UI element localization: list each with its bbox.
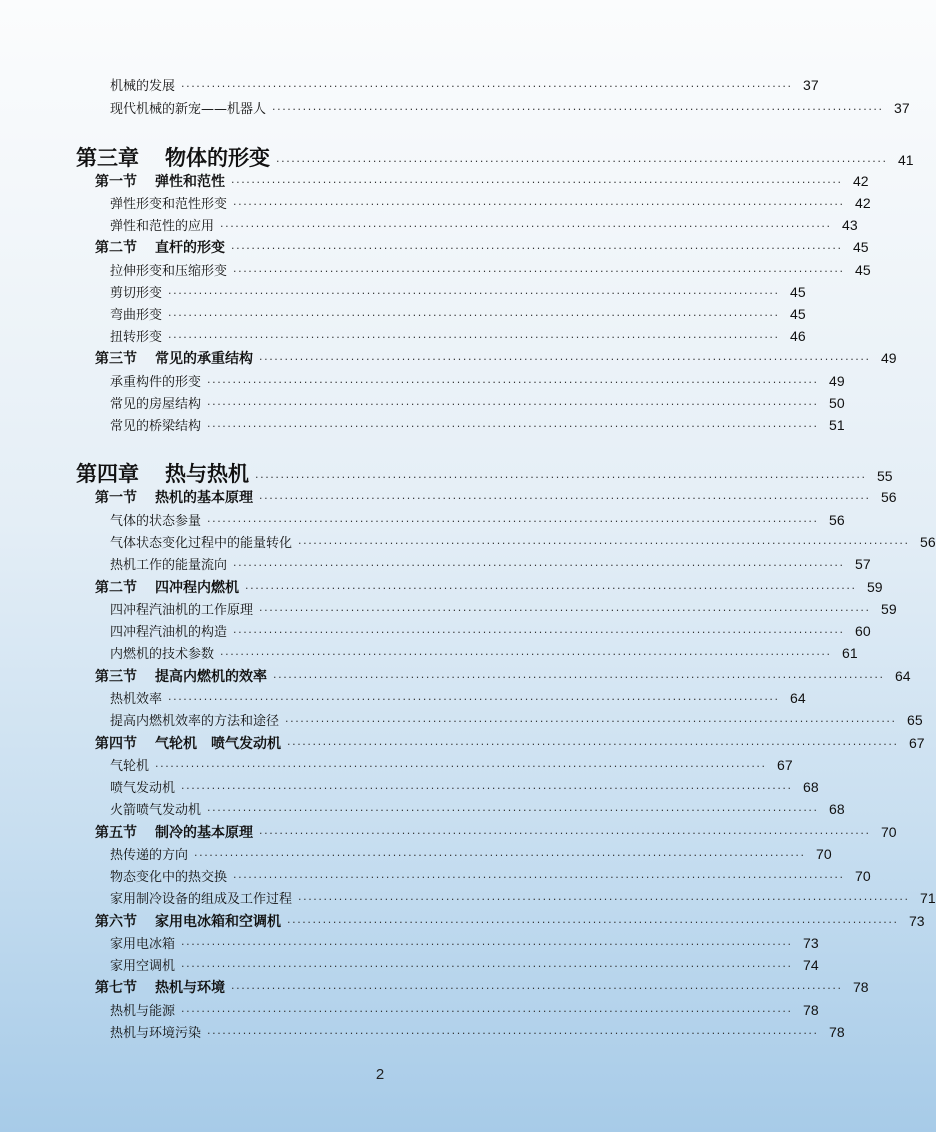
toc-section-label [95,911,281,931]
toc-page-number: 45 [790,284,806,300]
toc-page-number: 45 [855,262,871,278]
toc-section-label [95,977,225,997]
toc-chapter-label [76,142,270,172]
toc-topic-label [110,688,162,707]
leader-dots: ························································································································ [207,1027,819,1040]
toc-topic-row [110,933,819,952]
leader-dots: ························································································································ [231,982,843,995]
toc-topic-title: 现代机械的新宠——机器人 [110,102,267,117]
toc-page-number: 42 [853,173,869,189]
toc-topic-label [110,599,253,618]
toc-topic-row [110,304,806,323]
toc-topic-title: 内燃机的技术参数 [110,647,215,662]
toc-chapter-title: 热与热机 [165,461,249,486]
toc-section-title: 常见的承重结构 [155,351,253,367]
leader-dots: ························································································································ [298,537,910,550]
toc-topic-title: 四冲程汽油机的工作原理 [110,603,254,618]
toc-topic-row [110,532,936,551]
toc-section-number: 第三节 [95,669,137,685]
leader-dots: ························································································································ [298,893,910,906]
toc-section-number: 第七节 [95,980,137,996]
toc-section-number: 第五节 [95,825,137,841]
toc-topic-label [110,193,227,212]
leader-dots: ························································································································ [181,938,793,951]
toc-topic-row [110,643,858,662]
leader-dots: ························································································································ [194,849,806,862]
toc-section-label [95,577,239,597]
toc-chapter-row [76,142,914,172]
toc-topic-row [110,326,806,345]
leader-dots: ························································································································ [220,648,832,661]
toc-topic-title: 家用电冰箱 [110,937,176,952]
toc-chapter-label [76,458,249,488]
toc-topic-row [110,599,897,618]
toc-page-number: 55 [877,468,893,484]
toc-chapter-number: 第四章 [76,461,139,486]
toc-topic-title: 热机与能源 [110,1004,176,1019]
leader-dots: ························································································································ [259,827,871,840]
toc-section-title: 热机与环境 [155,980,225,996]
page-number: 2 [375,1066,385,1083]
toc-topic-title: 剪切形变 [110,286,163,301]
toc-section-label [95,348,253,368]
toc-topic-row [110,215,858,234]
toc-section-number: 第二节 [95,240,137,256]
toc-page-number: 61 [842,645,858,661]
leader-dots: ························································································································ [168,693,780,706]
toc-topic-title: 常见的桥梁结构 [110,419,202,434]
toc-topic-label [110,866,227,885]
toc-page-number: 56 [920,534,936,550]
toc-topic-label [110,1000,175,1019]
toc-topic-title: 物态变化中的热交换 [110,870,228,885]
leader-dots: ························································································································ [155,760,767,773]
toc-topic-title: 喷气发动机 [110,781,176,796]
leader-dots: ························································································································ [207,804,819,817]
toc-page-number: 56 [881,489,897,505]
toc-page-number: 78 [853,979,869,995]
leader-dots: ························································································································ [207,376,819,389]
toc-topic-label [110,215,214,234]
toc-page-number: 60 [855,623,871,639]
toc-topic-title: 机械的发展 [110,79,176,94]
toc-topic-label [110,415,201,434]
toc-topic-label [110,554,227,573]
toc-topic-title: 弹性和范性的应用 [110,219,215,234]
toc-section-title: 气轮机 喷气发动机 [155,736,281,752]
leader-dots: ························································································································ [181,1005,793,1018]
toc-section-label [95,487,253,507]
toc-page-number: 56 [829,512,845,528]
leader-dots: ························································································································ [255,471,867,484]
leader-dots: ························································································································ [287,916,899,929]
toc-page-number: 73 [909,913,925,929]
leader-dots: ························································································································ [207,420,819,433]
toc-topic-label [110,888,292,907]
leader-dots: ························································································································ [276,155,888,168]
toc-page-number: 64 [790,690,806,706]
toc-topic-label [110,304,162,323]
toc-topic-row [110,371,845,390]
toc-page-number: 45 [790,306,806,322]
toc-topic-row [110,260,871,279]
toc-section-row [95,733,925,753]
leader-dots: ························································································································ [272,103,884,116]
toc-page-number: 49 [829,373,845,389]
toc-page-number: 59 [881,601,897,617]
toc-topic-title: 常见的房屋结构 [110,397,202,412]
toc-topic-title: 热传递的方向 [110,848,189,863]
toc-page-number: 64 [895,668,911,684]
toc-topic-label [110,98,266,117]
leader-dots: ························································································································ [181,782,793,795]
toc-topic-row [110,866,871,885]
toc-topic-row [110,554,871,573]
toc-section-number: 第一节 [95,174,137,190]
toc-page-number: 78 [829,1024,845,1040]
leader-dots: ························································································································ [168,309,780,322]
toc-topic-label [110,510,201,529]
toc-topic-row [110,415,845,434]
toc-section-label [95,822,253,842]
toc-page-number: 37 [894,100,910,116]
toc-topic-label [110,326,162,345]
toc-section-row [95,977,869,997]
toc-section-row [95,666,911,686]
toc-page-number: 70 [855,868,871,884]
toc-topic-row [110,282,806,301]
leader-dots: ························································································································ [285,715,897,728]
toc-section-row [95,822,897,842]
toc-topic-row [110,777,819,796]
toc-section-row [95,171,869,191]
toc-topic-label [110,282,162,301]
leader-dots: ························································································································ [259,604,871,617]
toc-topic-title: 气轮机 [110,759,150,774]
toc-page-number: 70 [881,824,897,840]
toc-topic-row [110,193,871,212]
toc-topic-title: 弹性形变和范性形变 [110,197,228,212]
toc-page-number: 78 [803,1002,819,1018]
toc-topic-row [110,393,845,412]
toc-topic-title: 家用空调机 [110,959,176,974]
toc-page-number: 70 [816,846,832,862]
toc-page-number: 68 [803,779,819,795]
toc-section-number: 第一节 [95,490,137,506]
toc-topic-title: 四冲程汽油机的构造 [110,625,228,640]
leader-dots: ························································································································ [233,198,845,211]
toc-page-number: 50 [829,395,845,411]
leader-dots: ························································································································ [207,398,819,411]
toc-section-number: 第四节 [95,736,137,752]
toc-section-row [95,911,925,931]
leader-dots: ························································································································ [233,626,845,639]
toc-topic-title: 热机与环境污染 [110,1026,202,1041]
toc-topic-title: 拉伸形变和压缩形变 [110,264,228,279]
toc-page-number: 42 [855,195,871,211]
toc-section-row [95,348,897,368]
leader-dots: ························································································································ [233,265,845,278]
toc-topic-row [110,98,910,117]
toc-topic-title: 热机工作的能量流向 [110,558,228,573]
toc-topic-row [110,755,793,774]
toc-section-title: 直杆的形变 [155,240,225,256]
toc-page-number: 41 [898,152,914,168]
toc-page-number: 46 [790,328,806,344]
toc-page-number: 59 [867,579,883,595]
leader-dots: ························································································································ [168,287,780,300]
toc-topic-title: 气体的状态参量 [110,514,202,529]
toc-page-number: 45 [853,239,869,255]
toc-topic-row [110,75,819,94]
toc-section-label [95,666,267,686]
toc-topic-label [110,777,175,796]
toc-topic-title: 家用制冷设备的组成及工作过程 [110,892,293,907]
toc-page-number: 67 [777,757,793,773]
toc-section-label [95,171,225,191]
toc-section-row [95,237,869,257]
leader-dots: ························································································································ [231,176,843,189]
toc-section-title: 制冷的基本原理 [155,825,253,841]
leader-dots: ························································································································ [259,353,871,366]
toc-page-number: 65 [907,712,923,728]
toc-section-number: 第二节 [95,580,137,596]
leader-dots: ························································································································ [168,331,780,344]
toc-topic-row [110,621,871,640]
toc-topic-label [110,621,227,640]
toc-topic-label [110,710,279,729]
toc-topic-row [110,799,845,818]
toc-topic-row [110,688,806,707]
leader-dots: ························································································································ [259,492,871,505]
toc-section-label [95,733,281,753]
toc-page-number: 73 [803,935,819,951]
toc-topic-title: 扭转形变 [110,330,163,345]
toc-topic-title: 气体状态变化过程中的能量转化 [110,536,293,551]
leader-dots: ························································································································ [287,738,899,751]
leader-dots: ························································································································ [273,671,885,684]
toc-topic-row [110,510,845,529]
toc-topic-label [110,371,201,390]
toc-section-title: 弹性和范性 [155,174,225,190]
toc-page-number: 49 [881,350,897,366]
toc-page-number: 68 [829,801,845,817]
toc-topic-title: 火箭喷气发动机 [110,803,202,818]
leader-dots: ························································································································ [181,80,793,93]
toc-topic-label [110,532,292,551]
toc-section-label [95,237,225,257]
toc-page-number: 57 [855,556,871,572]
toc-topic-label [110,643,214,662]
toc-chapter-row [76,458,893,488]
toc-page-number: 43 [842,217,858,233]
leader-dots: ························································································································ [233,559,845,572]
toc-topic-row [110,955,819,974]
toc-topic-row [110,1000,819,1019]
toc-topic-title: 弯曲形变 [110,308,163,323]
leader-dots: ························································································································ [220,220,832,233]
toc-topic-row [110,888,936,907]
toc-section-number: 第三节 [95,351,137,367]
toc-topic-label [110,844,188,863]
toc-topic-label [110,260,227,279]
leader-dots: ························································································································ [233,871,845,884]
toc-topic-label [110,393,201,412]
toc-chapter-number: 第三章 [76,145,139,170]
toc-page-number: 71 [920,890,936,906]
leader-dots: ························································································································ [231,242,843,255]
toc-topic-row [110,844,832,863]
toc-topic-label [110,75,175,94]
toc-topic-label [110,933,175,952]
toc-page-number: 51 [829,417,845,433]
toc-topic-row [110,710,923,729]
toc-page-number: 37 [803,77,819,93]
toc-section-number: 第六节 [95,914,137,930]
toc-page-number: 74 [803,957,819,973]
toc-topic-row [110,1022,845,1041]
toc-topic-label [110,799,201,818]
toc-chapter-title: 物体的形变 [165,145,270,170]
toc-section-title: 家用电冰箱和空调机 [155,914,281,930]
toc-section-title: 热机的基本原理 [155,490,253,506]
toc-topic-title: 提高内燃机效率的方法和途径 [110,714,280,729]
toc-section-row [95,487,897,507]
toc-section-title: 四冲程内燃机 [155,580,239,596]
leader-dots: ························································································································ [181,960,793,973]
toc-topic-title: 承重构件的形变 [110,375,202,390]
toc-section-row [95,577,883,597]
toc-page-number: 67 [909,735,925,751]
leader-dots: ························································································································ [245,582,857,595]
toc-topic-label [110,955,175,974]
toc-topic-label [110,755,149,774]
toc-section-title: 提高内燃机的效率 [155,669,267,685]
toc-topic-label [110,1022,201,1041]
leader-dots: ························································································································ [207,515,819,528]
toc-topic-title: 热机效率 [110,692,163,707]
